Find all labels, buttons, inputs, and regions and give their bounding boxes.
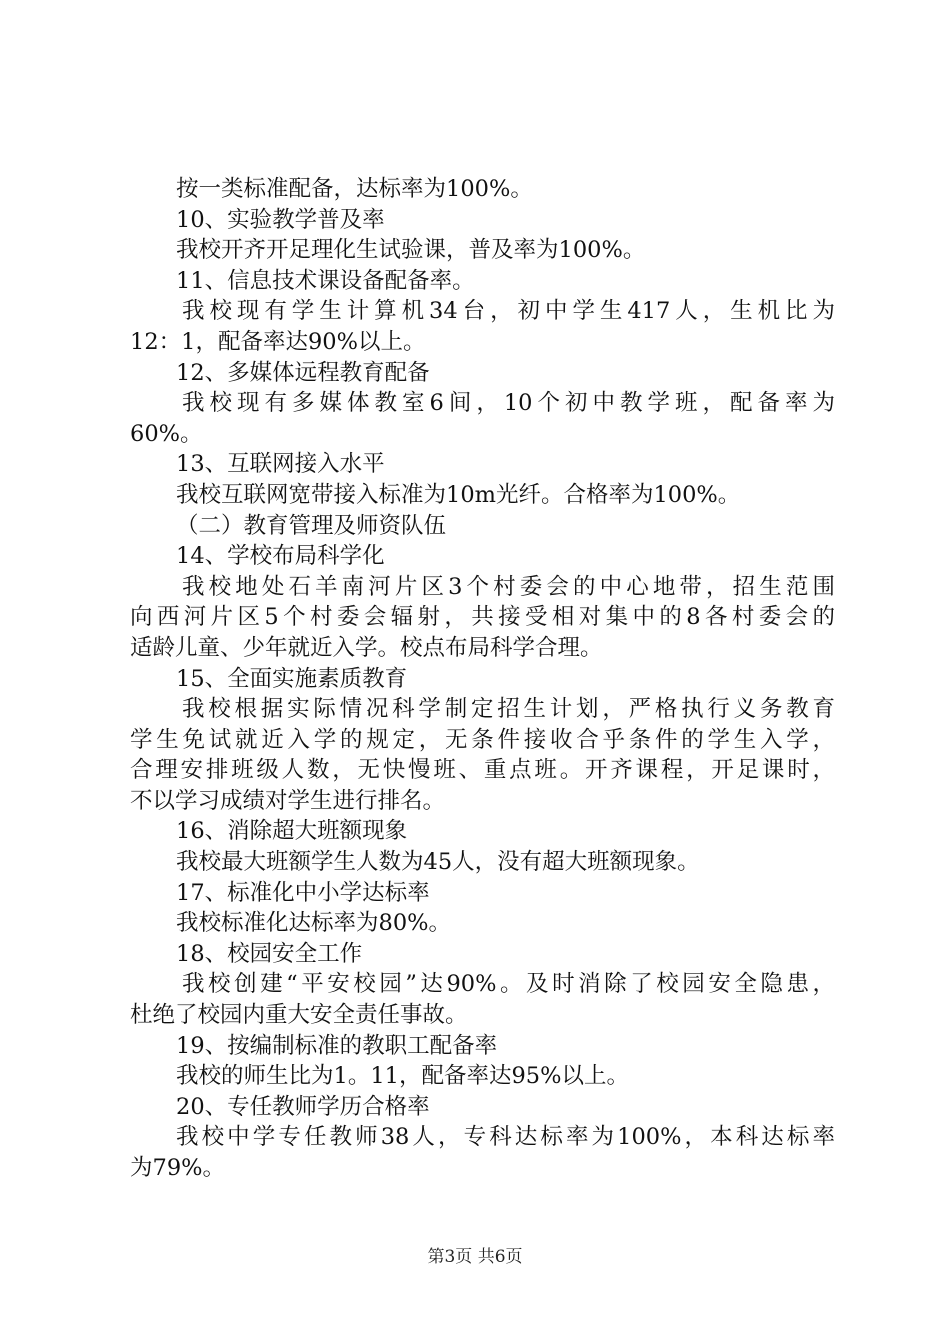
text-line: 我校地处石羊南河片区3个村委会的中心地带，招生范围: [182, 573, 835, 600]
text-line: 合理安排班级人数，无快慢班、重点班。开齐课程，开足课时，: [130, 757, 835, 784]
section-heading: 11、信息技术课设备配备率。: [176, 267, 475, 294]
text-line: 12：1，配备率达90%以上。: [130, 328, 426, 355]
page-footer: 第3页 共6页: [427, 1247, 523, 1267]
text-line: 按一类标准配备，达标率为100%。: [176, 176, 533, 202]
text-line: 我校现有多媒体教室6间，10个初中教学班，配备率为: [182, 390, 835, 417]
section-heading: 19、按编制标准的教职工配备率: [176, 1032, 498, 1059]
section-heading: 12、多媒体远程教育配备: [176, 359, 430, 386]
text-line: 我校互联网宽带接入标准为10m光纤。合格率为100%。: [176, 481, 741, 508]
text-line: 为79%。: [130, 1155, 226, 1181]
text-line: 我校的师生比为1。11，配备率达95%以上。: [176, 1063, 629, 1090]
section-heading: 13、互联网接入水平: [176, 451, 385, 478]
text-line: 我校现有学生计算机34台，初中学生417人，生机比为: [182, 298, 835, 325]
text-line: 杜绝了校园内重大安全责任事故。: [130, 1002, 468, 1029]
text-line: 我校创建“平安校园”达90%。及时消除了校园安全隐患，: [182, 971, 835, 998]
section-heading: 10、实验教学普及率: [176, 206, 385, 233]
text-line: 学生免试就近入学的规定，无条件接收合乎条件的学生入学，: [130, 726, 835, 753]
text-line: 我校开齐开足理化生试验课，普及率为100%。: [176, 237, 646, 264]
document-body: [130, 174, 835, 1184]
text-line: 向西河片区5个村委会辐射，共接受相对集中的8各村委会的: [130, 604, 835, 631]
section-heading: 14、学校布局科学化: [176, 543, 385, 570]
section-heading: 17、标准化中小学达标率: [176, 879, 430, 906]
chapter-heading: （二）教育管理及师资队伍: [176, 512, 447, 539]
text-line: 我校标准化达标率为80%。: [176, 910, 452, 937]
section-heading: 16、消除超大班额现象: [176, 818, 408, 845]
text-line: 适龄儿童、少年就近入学。校点布局科学合理。: [130, 634, 603, 661]
text-line: 不以学习成绩对学生进行排名。: [130, 787, 446, 814]
section-heading: 15、全面实施素质教育: [176, 665, 408, 692]
text-line: 我校中学专任教师38人，专科达标率为100%，本科达标率: [176, 1124, 835, 1151]
text-line: 60%。: [130, 420, 203, 447]
section-heading: 20、专任教师学历合格率: [176, 1093, 430, 1120]
text-line: 我校最大班额学生人数为45人，没有超大班额现象。: [176, 849, 700, 876]
text-line: 我校根据实际情况科学制定招生计划，严格执行义务教育: [182, 696, 835, 723]
section-heading: 18、校园安全工作: [176, 940, 363, 967]
